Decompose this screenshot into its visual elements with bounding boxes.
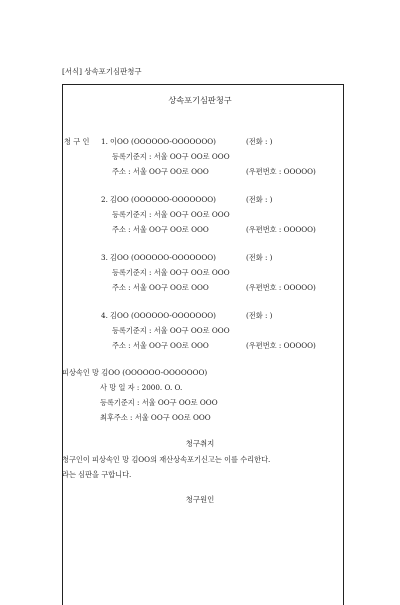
claimant-postal: (우편번호 : OOOOO)	[246, 167, 316, 176]
claimant-phone: (전화 : )	[246, 311, 273, 320]
claimant-name: 김OO (OOOOOO-OOOOOOO)	[110, 195, 216, 204]
claimant-phone: (전화 : )	[246, 195, 273, 204]
decedent-last-address: 최후주소 : 서울 OO구 OO로 OOO	[100, 413, 211, 422]
claimant-postal: (우편번호 : OOOOO)	[246, 283, 316, 292]
claimant-registry: 등록기준지 : 서울 OO구 OO로 OOO	[112, 152, 230, 161]
decedent-death-date: 사 망 일 자 : 2000. O. O.	[100, 383, 183, 392]
claimant-registry: 등록기준지 : 서울 OO구 OO로 OOO	[112, 210, 230, 219]
claimant-name: 김OO (OOOOOO-OOOOOOO)	[110, 253, 216, 262]
purpose-heading: 청구취지	[185, 439, 215, 448]
claimant-phone: (전화 : )	[246, 137, 273, 146]
claimant-num: 3.	[101, 253, 108, 262]
claimant-name: 김OO (OOOOOO-OOOOOOO)	[110, 311, 216, 320]
decedent-registry: 등록기준지 : 서울 OO구 OO로 OOO	[100, 398, 218, 407]
claimant-registry: 등록기준지 : 서울 OO구 OO로 OOO	[112, 326, 230, 335]
document-title: 상속포기심판청구	[168, 95, 232, 105]
claimant-num: 4.	[101, 311, 108, 320]
claimant-label: 청 구 인	[64, 137, 90, 146]
claimant-phone: (전화 : )	[246, 253, 273, 262]
claimant-address: 주소 : 서울 OO구 OO로 OOO	[112, 283, 209, 292]
claimant-registry: 등록기준지 : 서울 OO구 OO로 OOO	[112, 268, 230, 277]
claimant-address: 주소 : 서울 OO구 OO로 OOO	[112, 167, 209, 176]
purpose-line-1: 청구인이 피상속인 망 김OO의 재산상속포기신고는 이를 수리한다.	[62, 455, 271, 464]
claimant-num: 1.	[101, 137, 108, 146]
claimant-address: 주소 : 서울 OO구 OO로 OOO	[112, 341, 209, 350]
claimant-postal: (우편번호 : OOOOO)	[246, 225, 316, 234]
claimant-address: 주소 : 서울 OO구 OO로 OOO	[112, 225, 209, 234]
purpose-line-2: 라는 심판을 구합니다.	[62, 470, 132, 479]
form-label: [서식] 상속포기심판청구	[62, 67, 142, 76]
cause-heading: 청구원인	[185, 495, 215, 504]
claimant-postal: (우편번호 : OOOOO)	[246, 341, 316, 350]
decedent-label: 피상속인 망 김OO (OOOOOO-OOOOOOO)	[62, 368, 208, 377]
claimant-name: 이OO (OOOOOO-OOOOOOO)	[110, 137, 216, 146]
claimant-num: 2.	[101, 195, 108, 204]
